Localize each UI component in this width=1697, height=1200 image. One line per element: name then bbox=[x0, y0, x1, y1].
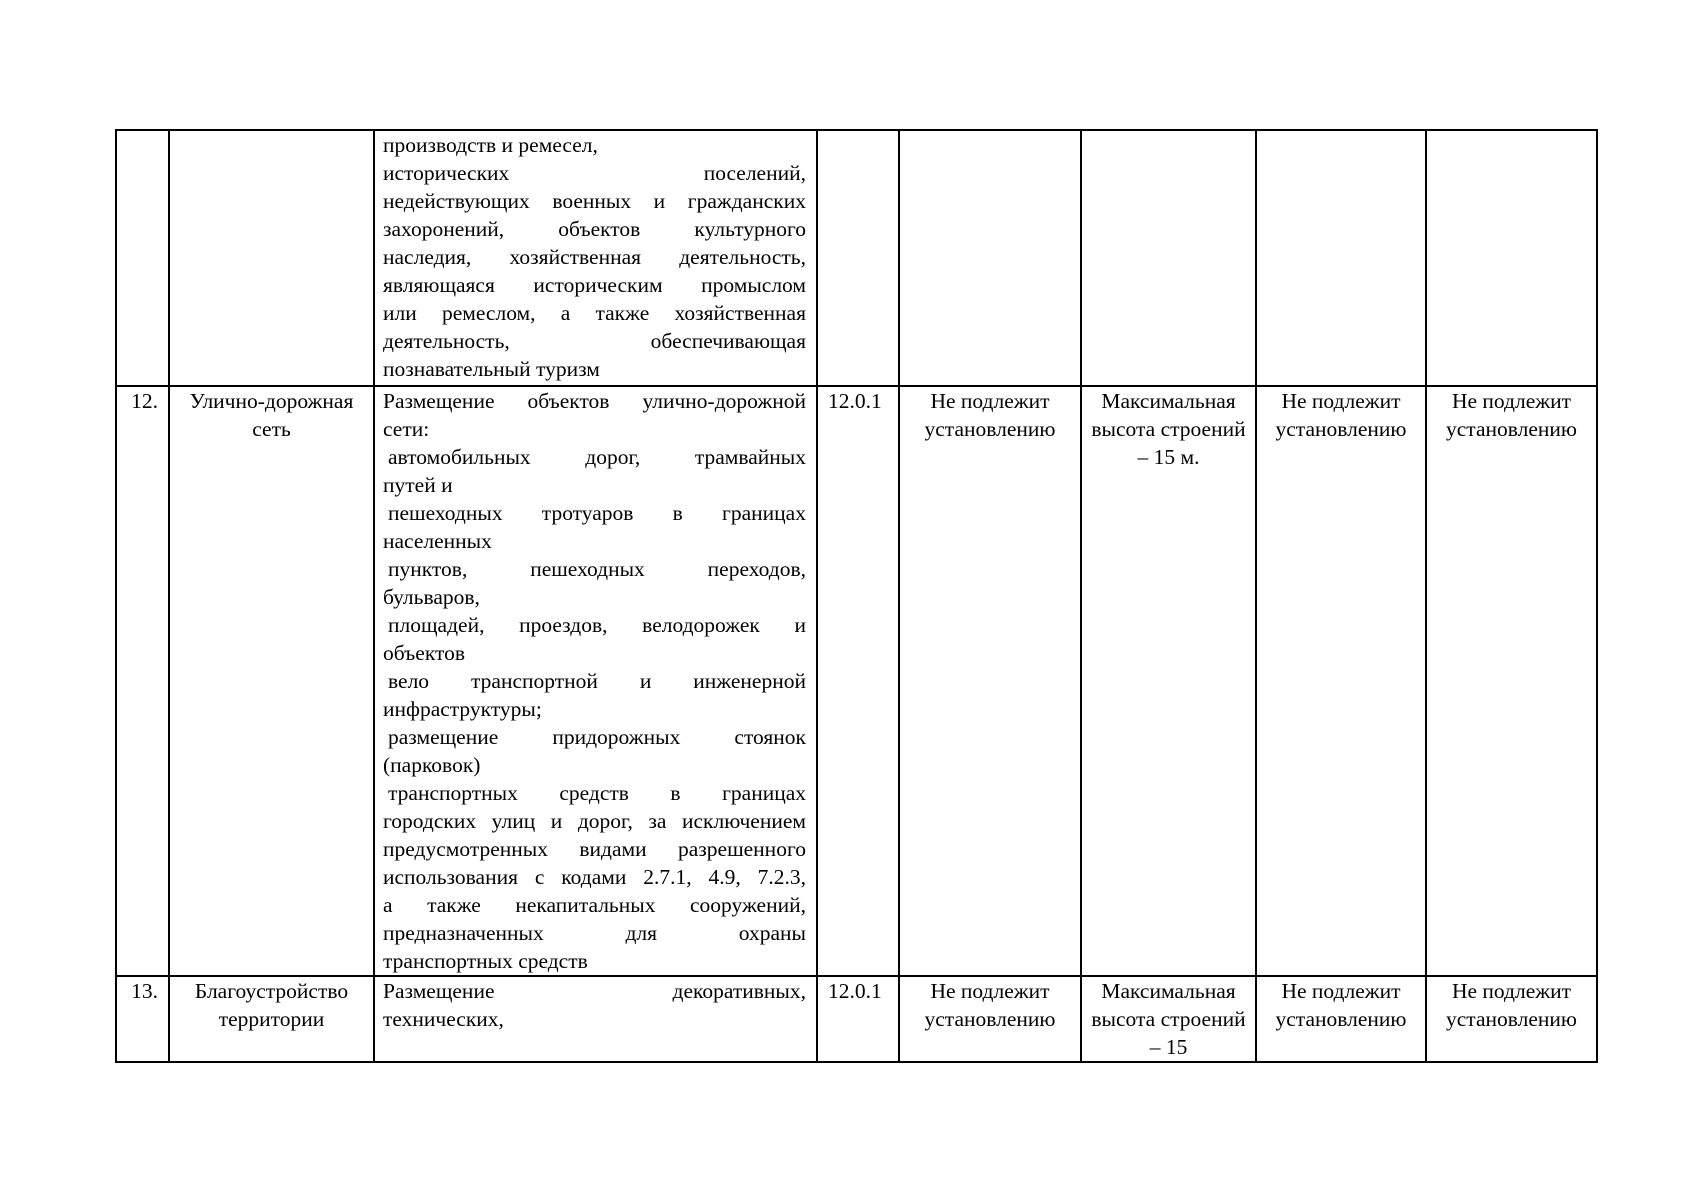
word: некапитальных bbox=[515, 893, 656, 917]
word: тротуаров bbox=[541, 501, 634, 525]
word: улично-дорожной bbox=[642, 389, 806, 413]
word: инженерной bbox=[693, 669, 806, 693]
description-line: технических, bbox=[383, 1007, 504, 1031]
description-line bbox=[383, 327, 806, 355]
word: размещение bbox=[388, 725, 499, 749]
use-code-cell: 12.0.1 bbox=[817, 976, 899, 1062]
word: стоянок bbox=[734, 725, 806, 749]
word: захоронений, bbox=[383, 217, 505, 241]
word: улиц bbox=[491, 809, 536, 833]
word: проездов, bbox=[519, 613, 608, 637]
word: 2.7.1, bbox=[643, 865, 692, 889]
description-line bbox=[383, 835, 806, 863]
height-limit-cell: Максимальная высота строений – 15 м. bbox=[1081, 386, 1256, 976]
description-line: транспортных средств bbox=[383, 949, 588, 973]
word: вело bbox=[388, 669, 430, 693]
word: исторических bbox=[383, 161, 510, 185]
description-line: населенных bbox=[383, 529, 492, 553]
description-line bbox=[383, 215, 806, 243]
word: видами bbox=[579, 837, 647, 861]
word: переходов, bbox=[707, 557, 806, 581]
use-description-cell bbox=[374, 976, 817, 1062]
word: наследия, bbox=[383, 245, 472, 269]
word: а bbox=[383, 893, 393, 917]
table-row bbox=[116, 976, 1597, 1062]
description-line bbox=[383, 499, 806, 527]
plot-size-cell: Не подлежит установлению bbox=[899, 386, 1081, 976]
word: культурного bbox=[694, 217, 806, 241]
description-line bbox=[383, 387, 806, 415]
description-line bbox=[383, 187, 806, 215]
word: хозяйственная bbox=[674, 301, 806, 325]
use-code-cell: 12.0.1 bbox=[817, 386, 899, 976]
description-line bbox=[383, 159, 806, 187]
word: деятельность, bbox=[679, 245, 806, 269]
use-type-name-cell: Улично-дорожная сеть bbox=[169, 386, 374, 976]
word: пешеходных bbox=[530, 557, 645, 581]
table-body bbox=[116, 130, 1597, 1062]
description-line bbox=[383, 611, 806, 639]
word: пунктов, bbox=[388, 557, 468, 581]
word: за bbox=[648, 809, 667, 833]
plot-size-cell bbox=[899, 130, 1081, 386]
word: дорог, bbox=[585, 445, 641, 469]
description-line bbox=[383, 863, 806, 891]
description-line bbox=[383, 667, 806, 695]
row-number-cell bbox=[116, 130, 169, 386]
word: городских bbox=[383, 809, 477, 833]
description-line bbox=[383, 977, 806, 1005]
word: объектов bbox=[527, 389, 610, 413]
word: также bbox=[427, 893, 481, 917]
table-row bbox=[116, 386, 1597, 976]
word: трамвайных bbox=[694, 445, 806, 469]
word: и bbox=[550, 809, 563, 833]
word: ремеслом, bbox=[441, 301, 536, 325]
description-line: познавательный туризм bbox=[383, 357, 600, 381]
use-type-name-cell: Благоустройство территории bbox=[169, 976, 374, 1062]
description-line: бульваров, bbox=[383, 585, 480, 609]
setback-cell: Не подлежит установлению bbox=[1426, 386, 1597, 976]
description-line bbox=[383, 807, 806, 835]
word: 4.9, bbox=[708, 865, 741, 889]
description-line bbox=[383, 891, 806, 919]
word: пешеходных bbox=[388, 501, 503, 525]
row-number-cell: 13. bbox=[116, 976, 169, 1062]
description-line bbox=[383, 271, 806, 299]
height-limit-cell: Максимальная высота строений – 15 bbox=[1081, 976, 1256, 1062]
description-line: производств и ремесел, bbox=[383, 133, 598, 157]
description-line bbox=[383, 723, 806, 751]
description-line bbox=[383, 443, 806, 471]
word: являющаяся bbox=[383, 273, 495, 297]
word: а bbox=[560, 301, 571, 325]
word: военных bbox=[552, 189, 632, 213]
word: границах bbox=[722, 781, 806, 805]
description-line: сети: bbox=[383, 417, 430, 441]
word: Размещение bbox=[383, 389, 495, 413]
zoning-table bbox=[115, 129, 1598, 1063]
word: границах bbox=[722, 501, 806, 525]
word: транспортных bbox=[388, 781, 518, 805]
word: с bbox=[534, 865, 545, 889]
word: в bbox=[672, 501, 683, 525]
plot-size-cell: Не подлежит установлению bbox=[899, 976, 1081, 1062]
word: кодами bbox=[561, 865, 627, 889]
word: недействующих bbox=[383, 189, 530, 213]
word: и bbox=[653, 189, 666, 213]
table-row bbox=[116, 130, 1597, 386]
coverage-cell bbox=[1256, 130, 1426, 386]
word: средств bbox=[559, 781, 629, 805]
description-line bbox=[383, 779, 806, 807]
word: деятельность, bbox=[383, 329, 510, 353]
word: обеспечивающая bbox=[650, 329, 806, 353]
word: предусмотренных bbox=[383, 837, 548, 861]
word: 7.2.3, bbox=[757, 865, 806, 889]
word: предназначенных bbox=[383, 921, 544, 945]
description-line: путей и bbox=[383, 473, 453, 497]
word: также bbox=[595, 301, 650, 325]
word: дорог, bbox=[577, 809, 633, 833]
height-limit-cell bbox=[1081, 130, 1256, 386]
word: в bbox=[670, 781, 681, 805]
word: сооружений, bbox=[689, 893, 806, 917]
use-description-cell bbox=[374, 130, 817, 386]
description-line bbox=[383, 555, 806, 583]
word: разрешенного bbox=[678, 837, 806, 861]
word: и bbox=[639, 669, 652, 693]
description-line bbox=[383, 919, 806, 947]
use-type-name-cell bbox=[169, 130, 374, 386]
coverage-cell: Не подлежит установлению bbox=[1256, 976, 1426, 1062]
setback-cell bbox=[1426, 130, 1597, 386]
use-code-cell bbox=[817, 130, 899, 386]
word: гражданских bbox=[687, 189, 806, 213]
coverage-cell: Не подлежит установлению bbox=[1256, 386, 1426, 976]
word: площадей, bbox=[388, 613, 485, 637]
word: Размещение bbox=[383, 979, 495, 1003]
word: декоративных, bbox=[672, 979, 806, 1003]
word: промыслом bbox=[701, 273, 806, 297]
word: велодорожек bbox=[642, 613, 760, 637]
word: охраны bbox=[738, 921, 806, 945]
description-line: объектов bbox=[383, 641, 465, 665]
word: автомобильных bbox=[388, 445, 531, 469]
use-description-cell bbox=[374, 386, 817, 976]
word: и bbox=[794, 613, 806, 637]
row-number-cell: 12. bbox=[116, 386, 169, 976]
word: хозяйственная bbox=[509, 245, 642, 269]
description-line bbox=[383, 243, 806, 271]
word: транспортной bbox=[471, 669, 598, 693]
description-line bbox=[383, 299, 806, 327]
description-line: (парковок) bbox=[383, 753, 481, 777]
word: историческим bbox=[533, 273, 663, 297]
word: объектов bbox=[558, 217, 641, 241]
setback-cell: Не подлежит установлению bbox=[1426, 976, 1597, 1062]
word: использования bbox=[383, 865, 518, 889]
description-line: инфраструктуры; bbox=[383, 697, 542, 721]
word: или bbox=[383, 301, 417, 325]
word: для bbox=[625, 921, 658, 945]
word: исключением bbox=[682, 809, 806, 833]
word: придорожных bbox=[552, 725, 681, 749]
word: поселений, bbox=[703, 161, 806, 185]
